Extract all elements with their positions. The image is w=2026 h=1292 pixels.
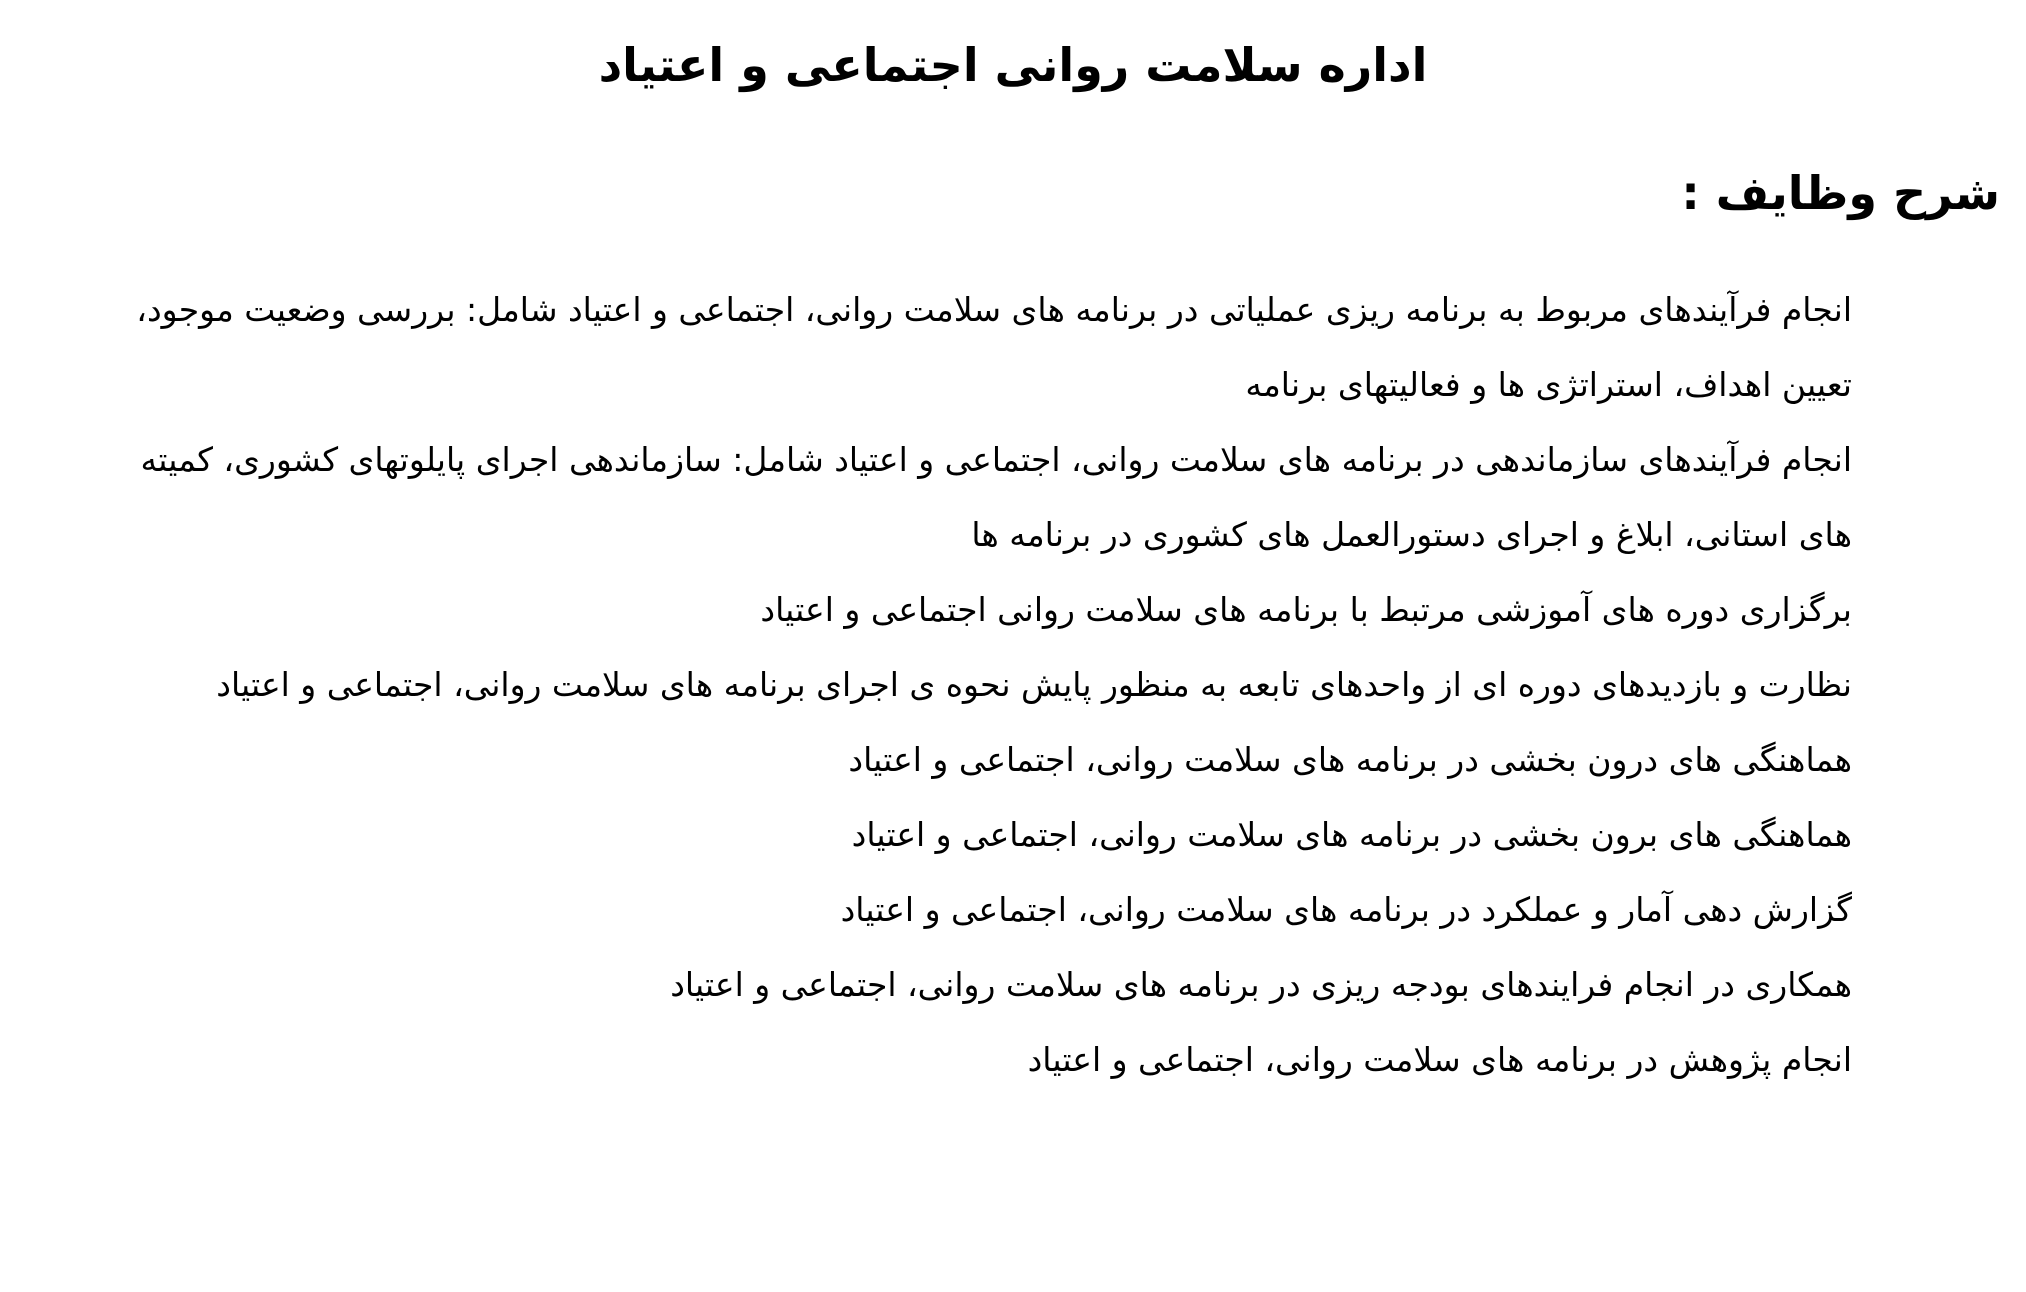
list-item: هماهنگی های درون بخشی در برنامه های سلامت روانی، اجتماعی و اعتیاد [848, 740, 1852, 779]
list-item: انجام فرآیندهای سازماندهی در برنامه های سلامت روانی، اجتماعی و اعتیاد شامل: سازماندهی اجرای پایلوتهای کشوری، کمیته های استانی، ابلاغ و اجرای دستورالعمل های کشوری در برنامه ها [140, 440, 1852, 554]
page-title: اداره سلامت روانی اجتماعی و اعتیاد [598, 38, 1428, 92]
list-item: انجام پژوهش در برنامه های سلامت روانی، اجتماعی و اعتیاد [1027, 1040, 1852, 1079]
list-item: همکاری در انجام فرایندهای بودجه ریزی در برنامه های سلامت روانی، اجتماعی و اعتیاد [670, 965, 1852, 1004]
list-item: نظارت و بازدیدهای دوره ای از واحدهای تابعه به منظور پایش نحوه ی اجرای برنامه های سلامت روانی، اجتماعی و اعتیاد [216, 665, 1852, 704]
list-item: هماهنگی های برون بخشی در برنامه های سلامت روانی، اجتماعی و اعتیاد [851, 815, 1852, 854]
duties-list [92, 272, 1852, 1097]
list-item: انجام فرآیندهای مربوط به برنامه ریزی عملیاتی در برنامه های سلامت روانی، اجتماعی و اعتیاد شامل: بررسی وضعیت موجود، تعیین اهداف، استراتژی ها و فعالیتهای برنامه [136, 290, 1852, 404]
section-heading: شرح وظایف : [1681, 166, 2000, 220]
list-item: برگزاری دوره های آموزشی مرتبط با برنامه های سلامت روانی اجتماعی و اعتیاد [760, 590, 1852, 629]
list-item: گزارش دهی آمار و عملکرد در برنامه های سلامت روانی، اجتماعی و اعتیاد [840, 890, 1852, 929]
